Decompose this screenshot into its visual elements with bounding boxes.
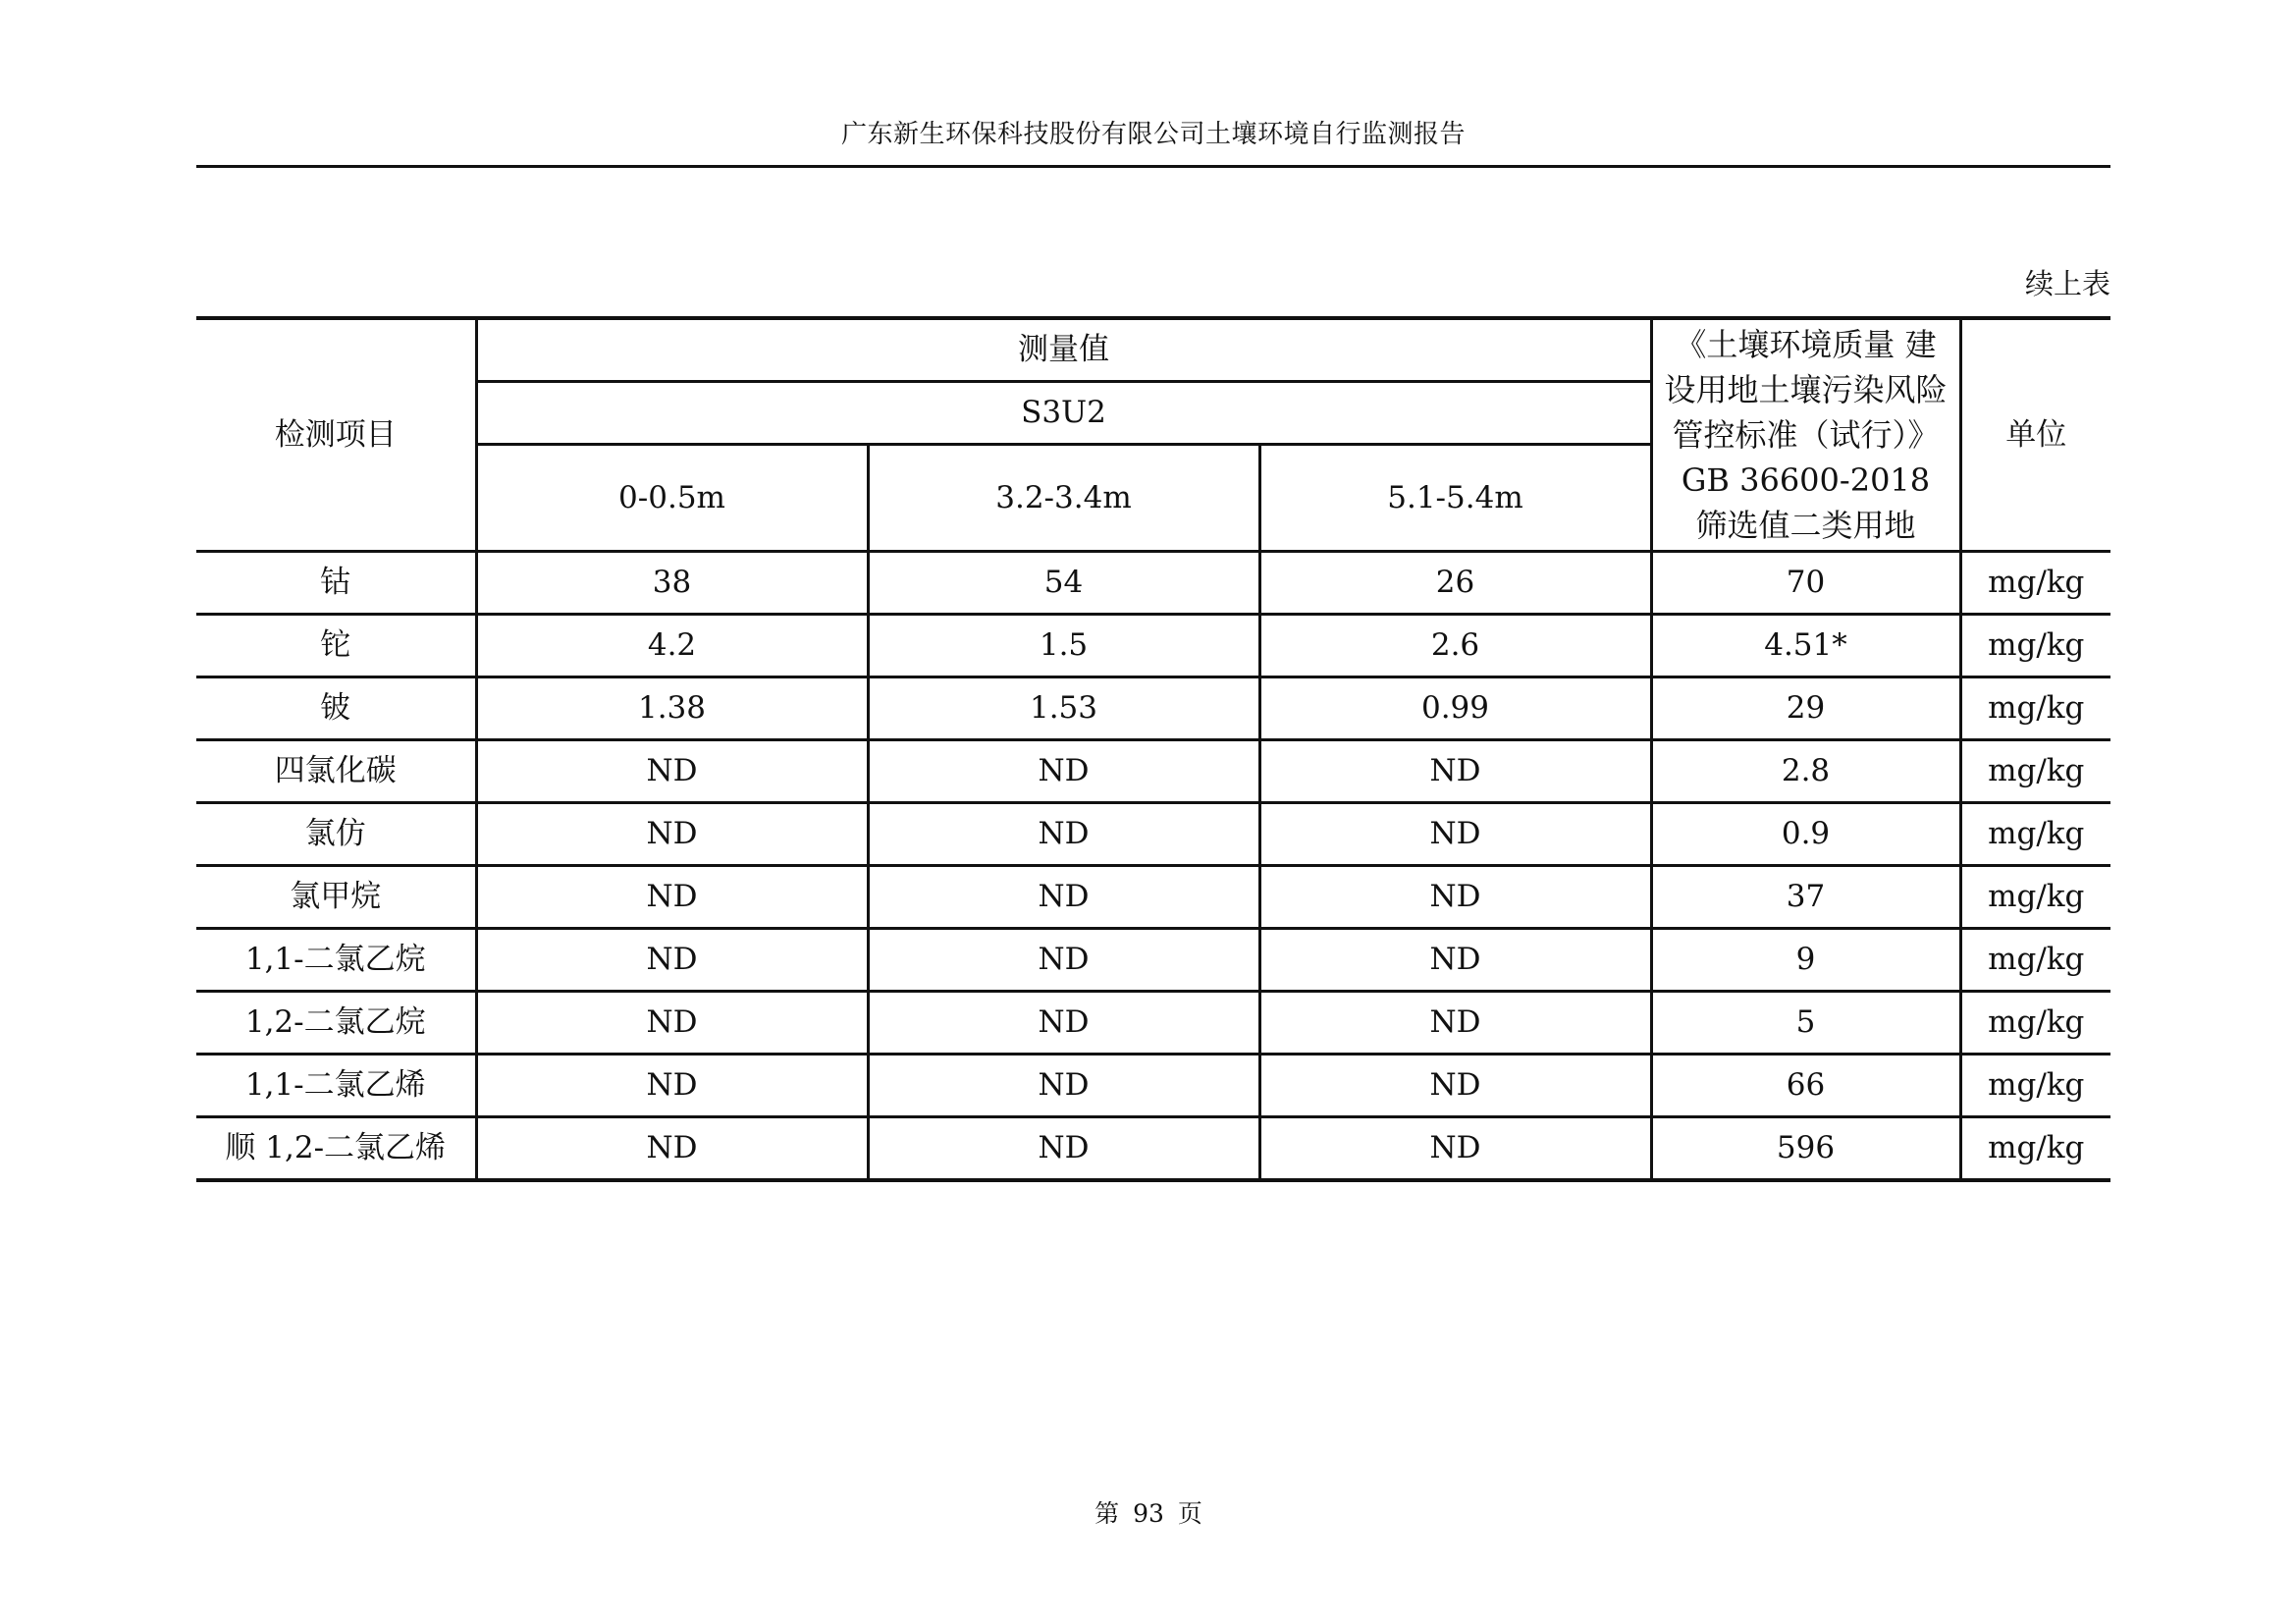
cell-unit: mg/kg (1960, 552, 2110, 615)
cell-item: 1,1-二氯乙烯 (196, 1055, 476, 1117)
header-unit: 单位 (1960, 318, 2110, 552)
header-item: 检测项目 (196, 318, 476, 552)
cell-item: 氯甲烷 (196, 866, 476, 929)
cell-item: 1,2-二氯乙烷 (196, 992, 476, 1055)
cell-unit: mg/kg (1960, 677, 2110, 740)
cell-value: ND (868, 992, 1259, 1055)
cell-unit: mg/kg (1960, 615, 2110, 677)
header-standard (1651, 318, 1960, 552)
cell-value: ND (476, 992, 868, 1055)
cell-value: ND (868, 866, 1259, 929)
cell-value: 0.99 (1259, 677, 1651, 740)
table-header-row (196, 318, 2110, 382)
table-row (196, 929, 2110, 992)
standard-line: 设用地土壤污染风险 (1664, 371, 1948, 408)
cell-unit: mg/kg (1960, 803, 2110, 866)
cell-value: ND (1259, 803, 1651, 866)
table-row (196, 803, 2110, 866)
cell-unit: mg/kg (1960, 740, 2110, 803)
cell-value: ND (868, 803, 1259, 866)
cell-value: ND (868, 740, 1259, 803)
standard-line: 《土壤环境质量 建 (1675, 326, 1937, 363)
header-divider (196, 165, 2110, 168)
cell-value: ND (1259, 1117, 1651, 1181)
cell-item: 氯仿 (196, 803, 476, 866)
table-row (196, 866, 2110, 929)
table-row (196, 615, 2110, 677)
cell-value: ND (1259, 992, 1651, 1055)
cell-item: 1,1-二氯乙烷 (196, 929, 476, 992)
cell-unit: mg/kg (1960, 929, 2110, 992)
cell-unit: mg/kg (1960, 992, 2110, 1055)
cell-value: ND (476, 929, 868, 992)
table-row (196, 992, 2110, 1055)
header-sample-id: S3U2 (476, 382, 1651, 445)
header-depth: 5.1-5.4m (1259, 445, 1651, 552)
cell-value: 38 (476, 552, 868, 615)
cell-standard: 4.51* (1651, 615, 1960, 677)
cell-unit: mg/kg (1960, 1055, 2110, 1117)
cell-item: 铊 (196, 615, 476, 677)
cell-item: 顺 1,2-二氯乙烯 (196, 1117, 476, 1181)
cell-unit: mg/kg (1960, 866, 2110, 929)
cell-standard: 66 (1651, 1055, 1960, 1117)
cell-value: ND (476, 1117, 868, 1181)
cell-value: ND (476, 1055, 868, 1117)
cell-value: ND (868, 1055, 1259, 1117)
cell-standard: 29 (1651, 677, 1960, 740)
cell-value: ND (476, 740, 868, 803)
standard-line: 管控标准（试行）》 (1672, 416, 1940, 454)
table-row (196, 1055, 2110, 1117)
table-row (196, 552, 2110, 615)
table-row (196, 677, 2110, 740)
cell-value: ND (1259, 740, 1651, 803)
table-row (196, 1117, 2110, 1181)
page-number: 第 93 页 (1095, 1499, 1202, 1528)
cell-value: 1.53 (868, 677, 1259, 740)
cell-standard: 596 (1651, 1117, 1960, 1181)
cell-standard: 9 (1651, 929, 1960, 992)
cell-value: ND (1259, 1055, 1651, 1117)
cell-value: 54 (868, 552, 1259, 615)
header-measured-value: 测量值 (476, 318, 1651, 382)
cell-unit: mg/kg (1960, 1117, 2110, 1181)
cell-standard: 0.9 (1651, 803, 1960, 866)
continued-table-label: 续上表 (2024, 267, 2110, 300)
cell-value: ND (868, 929, 1259, 992)
cell-value: 4.2 (476, 615, 868, 677)
cell-value: ND (476, 866, 868, 929)
cell-value: ND (1259, 866, 1651, 929)
standard-line: GB 36600-2018 (1681, 461, 1931, 499)
soil-monitoring-table (196, 316, 2110, 1182)
header-depth: 3.2-3.4m (868, 445, 1259, 552)
report-header-title: 广东新生环保科技股份有限公司土壤环境自行监测报告 (840, 120, 1466, 149)
cell-item: 铍 (196, 677, 476, 740)
cell-item: 钴 (196, 552, 476, 615)
standard-line: 筛选值二类用地 (1695, 507, 1916, 544)
cell-value: 26 (1259, 552, 1651, 615)
cell-standard: 2.8 (1651, 740, 1960, 803)
cell-standard: 70 (1651, 552, 1960, 615)
cell-value: ND (1259, 929, 1651, 992)
cell-value: 1.5 (868, 615, 1259, 677)
cell-standard: 37 (1651, 866, 1960, 929)
cell-value: ND (868, 1117, 1259, 1181)
cell-value: 1.38 (476, 677, 868, 740)
cell-value: 2.6 (1259, 615, 1651, 677)
cell-item: 四氯化碳 (196, 740, 476, 803)
header-depth: 0-0.5m (476, 445, 868, 552)
cell-value: ND (476, 803, 868, 866)
cell-standard: 5 (1651, 992, 1960, 1055)
table-row (196, 740, 2110, 803)
